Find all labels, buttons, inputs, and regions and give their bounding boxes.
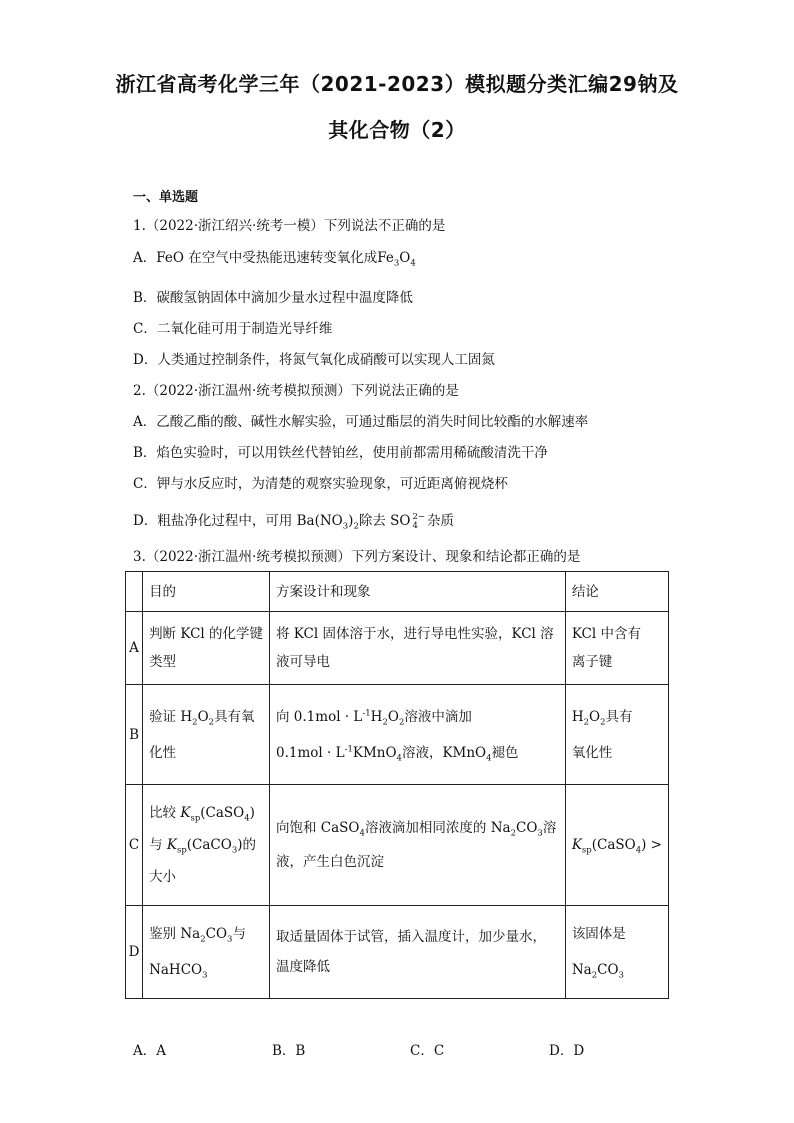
q3-answer-c: C．C — [410, 1043, 445, 1059]
row-plan: 将 KCl 固体溶于水，进行导电性实验，KCl 溶 液可导电 — [270, 612, 566, 685]
row-plan: 向饱和 CaSO$_4$溶液滴加相同浓度的 $Na_2CO_3$溶 液，产生白色沉淀 — [270, 785, 566, 906]
q2-stem: 2.（2022·浙江温州·统考模拟预测）下列说法正确的是 — [133, 383, 459, 399]
header-conclusion: 结论 — [565, 572, 668, 612]
row-conclusion: 该固体是 $Na_2CO_3$ — [565, 906, 668, 999]
table-row — [126, 612, 669, 685]
header-purpose: 目的 — [143, 572, 270, 612]
q1-option-d: D．人类通过控制条件，将氮气氧化成硝酸可以实现人工固氮 — [133, 352, 495, 368]
row-label: D — [126, 906, 143, 999]
document-title-line1: 浙江省高考化学三年（2021-2023）模拟题分类汇编29钠及 — [115, 72, 679, 96]
q2-option-b: B．焰色实验时，可以用铁丝代替铂丝，使用前都需用稀硫酸清洗干净 — [133, 445, 548, 461]
row-plan: 取适量固体于试管，插入温度计，加少量水， 温度降低 — [270, 906, 566, 999]
row-purpose: 比较 $K_{sp}(CaSO_4)$ 与 $K_{sp}(CaCO_3)$的 大小 — [143, 785, 270, 906]
table-header-row — [126, 572, 669, 612]
row-purpose: 鉴别 $Na_2CO_3$与 NaHCO$_3$ — [143, 906, 270, 999]
q1-stem: 1.（2022·浙江绍兴·统考一模）下列说法不正确的是 — [133, 218, 446, 234]
q1-option-c: C．二氧化硅可用于制造光导纤维 — [133, 321, 333, 337]
document-title-line2: 其化合物（2） — [328, 118, 466, 142]
row-plan: 向 $0.1mol \cdot L^{-1}H_2O_2$溶液中滴加 $0.1mol \cdot L^{-1}KMnO_4$溶液，KMnO$_4$褪色 — [270, 685, 566, 785]
q1-option-b: B．碳酸氢钠固体中滴加少量水过程中温度降低 — [133, 290, 413, 306]
row-purpose: 判断 KCl 的化学键 类型 — [143, 612, 270, 685]
q3-answer-d: D．D — [549, 1043, 585, 1059]
q3-answer-b: B．B — [272, 1043, 306, 1059]
table-row — [126, 685, 669, 785]
q2-option-a: A．乙酸乙酯的酸、碱性水解实验，可通过酯层的消失时间比较酯的水解速率 — [133, 414, 589, 430]
table-row — [126, 906, 669, 999]
q3-answer-a: A．A — [133, 1043, 166, 1059]
row-label: A — [126, 612, 143, 685]
row-label: C — [126, 785, 143, 906]
row-conclusion: KCl 中含有 离子键 — [565, 612, 668, 685]
q3-table — [125, 571, 669, 999]
q1-option-a: A．FeO 在空气中受热能迅速转变氧化成$Fe_3O_4$ — [133, 250, 416, 269]
header-plan: 方案设计和现象 — [270, 572, 566, 612]
section-heading: 一、单选题 — [133, 190, 199, 205]
row-conclusion: $K_{sp}(CaSO_4)$ > — [565, 785, 668, 906]
table-row — [126, 785, 669, 906]
row-purpose: 验证 $H_2O_2$具有氧 化性 — [143, 685, 270, 785]
q2-option-d: D．粗盐净化过程中，可用 $Ba(NO_3)_2$除去 SO 2− 4 杂质 — [133, 512, 454, 532]
row-label: B — [126, 685, 143, 785]
q2-option-c: C．钾与水反应时，为清楚的观察实验现象，可近距离俯视烧杯 — [133, 476, 508, 492]
q3-stem: 3.（2022·浙江温州·统考模拟预测）下列方案设计、现象和结论都正确的是 — [133, 549, 581, 565]
row-conclusion: $H_2O_2$具有 氧化性 — [565, 685, 668, 785]
